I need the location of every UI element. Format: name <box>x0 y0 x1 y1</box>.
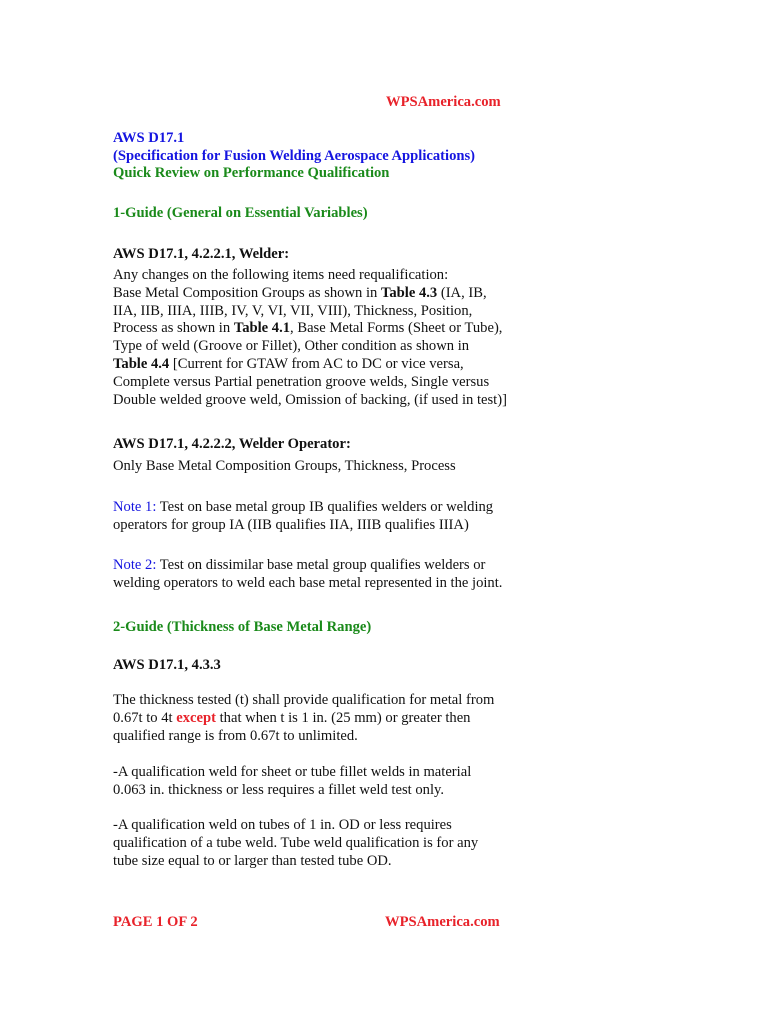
tube-paragraph: -A qualification weld on tubes of 1 in. OD or less requires qualification of a tube weld. Tube weld qualification is for any tube size equal to or larger than tested tube OD. <box>113 817 479 869</box>
guide1-heading: 1-Guide (General on Essential Variables) <box>113 205 368 221</box>
note2-label: Note 2: <box>113 557 157 573</box>
welder-line-2: IIA, IIB, IIIA, IIIB, IV, V, VI, VII, VIII), Thickness, Position, <box>113 302 473 319</box>
note2-paragraph: Note 2: Test on dissimilar base metal group qualifies welders or welding operators to weld each base metal represented in the joint. <box>113 557 503 591</box>
table-4-3-ref: Table 4.3 <box>380 284 438 301</box>
note1-paragraph: Note 1: Test on base metal group IB qualifies welders or welding operators for group IA (IIB qualifies IIA, IIIB qualifies IIIA) <box>113 499 494 533</box>
footer-site-link[interactable]: WPSAmerica.com <box>385 914 500 930</box>
note1-label: Note 1: <box>113 499 157 515</box>
welder-line-3: Process as shown in Table 4.1, Base Metal Forms (Sheet or Tube), <box>113 320 503 337</box>
thickness-paragraph: The thickness tested (t) shall provide qualification for metal from 0.67t to 4t except that when t is 1 in. (25 mm) or greater then qualified range is from 0.67t to unlimited. <box>113 692 495 744</box>
welder-line-1: Base Metal Composition Groups as shown in Table 4.3 (IA, IB, <box>113 284 487 301</box>
header-site-link[interactable]: WPSAmerica.com <box>386 94 501 110</box>
guide2-heading: 2-Guide (Thickness of Base Metal Range) <box>113 619 372 635</box>
operator-text: Only Base Metal Composition Groups, Thickness, Process <box>113 458 456 474</box>
except-emphasis: except <box>176 709 216 726</box>
doc-standard: AWS D17.1 <box>113 130 185 146</box>
table-4-4-ref: Table 4.4 <box>113 355 170 372</box>
welder-paragraph <box>113 267 507 409</box>
fillet-paragraph: -A qualification weld for sheet or tube fillet welds in material 0.063 in. thickness or less requires a fillet weld test only. <box>113 764 472 798</box>
guide2-clause: AWS D17.1, 4.3.3 <box>113 657 221 673</box>
footer-page-number: PAGE 1 OF 2 <box>113 914 198 930</box>
doc-spec: (Specification for Fusion Welding Aerospace Applications) <box>113 148 476 164</box>
doc-subtitle: Quick Review on Performance Qualification <box>113 165 390 181</box>
welder-heading: AWS D17.1, 4.2.2.1, Welder: <box>113 246 290 262</box>
welder-intro: Any changes on the following items need requalification: <box>113 267 449 283</box>
welder-line-5: Table 4.4 [Current for GTAW from AC to DC or vice versa, <box>113 355 464 372</box>
operator-heading: AWS D17.1, 4.2.2.2, Welder Operator: <box>113 436 351 452</box>
welder-line-4: Type of weld (Groove or Fillet), Other condition as shown in <box>113 338 470 355</box>
welder-line-6: Complete versus Partial penetration groove welds, Single versus <box>113 373 490 390</box>
table-4-1-ref: Table 4.1 <box>233 320 291 337</box>
welder-line-7: Double welded groove weld, Omission of backing, (if used in test)] <box>113 391 507 408</box>
